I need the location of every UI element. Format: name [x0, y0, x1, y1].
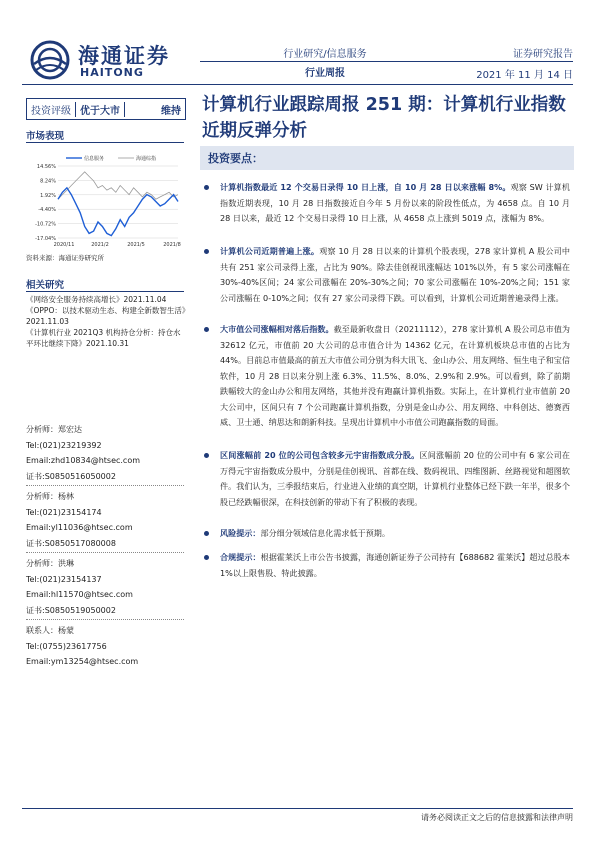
analyst-divider	[26, 485, 184, 486]
analyst-block	[26, 422, 186, 670]
contact-tel: Tel:(0755)23617756	[26, 641, 107, 651]
bullet-icon	[204, 555, 209, 560]
key-point	[204, 180, 570, 227]
market-divider	[26, 142, 184, 143]
header-category	[270, 45, 380, 60]
key-point-lead: 计算机指数最近 12 个交易日录得 10 日上涨，自 10 月 28 日以来涨幅 8%。	[220, 182, 511, 192]
related-item[interactable]: 《网络安全服务持续高增长》2021.11.04	[26, 295, 167, 304]
header-divider-top	[200, 61, 573, 62]
header-subcategory-wrap	[270, 64, 380, 79]
bullet-icon	[204, 327, 209, 332]
logo-text-en: HAITONG	[80, 66, 144, 79]
analyst-email[interactable]: Email:hl11570@htsec.com	[26, 590, 133, 599]
report-type: 证券研究报告	[513, 49, 573, 60]
bullet-icon	[204, 453, 209, 458]
key-point-text: 部分细分领域信息化需求低于预期。	[260, 528, 390, 538]
key-points-header	[200, 146, 574, 170]
key-point	[204, 550, 570, 581]
x-tick-label: 2021/2	[91, 242, 109, 248]
key-point-lead: 合规提示：	[220, 552, 261, 562]
key-point-lead: 大市值公司涨幅相对落后指数。	[220, 324, 334, 334]
key-points-heading: 投资要点：	[208, 152, 263, 165]
key-point-text: 截至最新收盘日（20211112），278 家计算机 A 股公司总市值为 32612 亿元，市值前 20 大公司的总市值合计为 14362 亿元，在计算机板块总市值的占比为 44%。目前总市值最高的前五大市值公司分别为科大讯飞、金山办公、用友网络、恒生电子和宝信软件，10 月 28 日以来分别上涨 6.3%、11.5%、8.0%、2.9%和 2.9%。可以看到，除了前期跌幅较大的金山办公和用友网络，其他并没有跑赢计算机指数。实际上，在计算机行业市值前 20 大公司中，区间只有 7 个公司跑赢计算机指数，分别是金山办公、用友网络、中科创达、德赛西威、卫士通、纳思达和朗新科技。呈现出计算机中小市值公司跑赢指数的局面。	[220, 324, 570, 427]
key-point-text: 区间涨幅前 20 位的公司中有 6 家公司在万得元宇宙指数成分股中，分别是佳创视讯、首都在线、数码视讯、四维图新、丝路视觉和超图软件。我们认为，三季报结束后，行业进入业绩的真空期，计算机行业整体已经下跌一年半，很多个股已经跌幅很深，在科技创新的带动下有了积极的表现。	[220, 450, 570, 507]
footer-divider	[22, 808, 573, 809]
subcategory-label: 行业周报	[305, 68, 345, 79]
key-point	[204, 448, 570, 510]
rating-status: 维持	[161, 105, 181, 117]
bullet-icon	[204, 185, 209, 190]
key-point-text: 观察 SW 计算机指数近期表现，10 月 28 日指数接近自今年 5 月份以来的阶段性低点，为 4658 点。自 10 月 28 日以来，最近 12 个交易日录得 10 日上涨，从 4658 点上涨到 5019 点，涨幅为 8%。	[220, 182, 570, 223]
analyst-cert: 证书:S0850519050002	[26, 605, 116, 615]
analyst-email[interactable]: Email:yl11036@htsec.com	[26, 523, 133, 532]
rating-box	[26, 98, 186, 120]
analyst-tel: Tel:(021)23154137	[26, 574, 102, 584]
key-point-text: 观察 10 月 28 日以来的计算机个股表现，278 家计算机 A 股公司中共有 251 家公司录得上涨，占比为 90%。除去佳创视讯涨幅达 101%以外，有 5 家公司涨幅在 30%-40%区间；24 家公司涨幅在 20%-30%之间；70 家公司涨幅在 10%-20%之间；151 家公司涨幅在 0-10%之间；仅有 27 家公司录得下跌。可以看到，计算机公司近期普遍录得上涨。	[220, 246, 570, 303]
analyst-tel: Tel:(021)23219392	[26, 440, 102, 450]
bullet-icon	[204, 249, 209, 254]
legend-label: 海通综指	[136, 156, 157, 162]
y-tick-label: 8.24%	[40, 178, 56, 185]
key-point-lead: 区间涨幅前 20 位的公司包含较多元宇宙指数成分股。	[220, 450, 420, 460]
key-point	[204, 322, 570, 431]
y-tick-label: -4.40%	[38, 207, 56, 214]
chart-source: 资料来源：海通证券研究所	[26, 254, 104, 262]
key-point-lead: 计算机公司近期普遍上涨。	[220, 246, 320, 256]
analyst-name: 分析师：杨林	[26, 492, 74, 501]
analyst-cert: 证书:S0850517080008	[26, 538, 116, 548]
analyst-tel: Tel:(021)23154174	[26, 507, 102, 517]
bullet-icon	[204, 531, 209, 536]
category-label: 行业研究/信息服务	[283, 49, 367, 60]
related-heading: 相关研究	[26, 280, 65, 291]
analyst-name: 分析师：郑宏达	[26, 425, 82, 434]
x-tick-label: 2021/5	[127, 242, 145, 248]
analyst-divider	[26, 619, 184, 620]
rating-value: 优于大市	[75, 102, 125, 117]
contact-name: 联系人：杨蒙	[26, 626, 74, 635]
analyst-cert: 证书:S0850516050002	[26, 471, 116, 481]
related-item[interactable]: 《计算机行业 2021Q3 机构持仓分析：持仓水平环比继续下降》2021.10.31	[26, 328, 181, 348]
header-divider	[22, 84, 573, 85]
related-item[interactable]: 《OPPO：以技术驱动生态、构建全新数智生活》2021.11.03	[26, 306, 186, 326]
haitong-logo-icon	[30, 40, 70, 80]
y-tick-label: -10.72%	[35, 221, 56, 228]
analyst-name: 分析师：洪琳	[26, 559, 74, 568]
y-tick-label: 14.56%	[36, 164, 56, 170]
logo-text-cn: 海通证券	[78, 44, 170, 68]
key-point	[204, 244, 570, 306]
report-date: 2021 年 11 月 14 日	[476, 70, 573, 81]
analyst-email[interactable]: Email:zhd10834@htsec.com	[26, 456, 141, 465]
x-tick-label: 2021/8	[163, 242, 181, 248]
y-tick-label: 1.92%	[40, 192, 56, 199]
key-points-section	[200, 146, 574, 826]
key-point-lead: 风险提示：	[220, 528, 261, 538]
contact-email[interactable]: Email:ym13254@htsec.com	[26, 657, 139, 666]
market-chart	[26, 152, 186, 252]
analyst-divider	[26, 552, 184, 553]
footer-disclaimer: 请务必阅读正文之后的信息披露和法律声明	[421, 813, 573, 822]
related-divider	[26, 291, 184, 292]
legend-label: 信息服务	[84, 156, 105, 162]
y-tick-label: -17.04%	[35, 236, 56, 242]
rating-label: 投资评级	[31, 105, 71, 117]
x-tick-label: 2020/11	[53, 242, 75, 248]
market-heading: 市场表现	[26, 131, 65, 142]
key-point	[204, 526, 570, 542]
key-point-text: 根据霍莱沃上市公告书披露，海通创新证券子公司持有【688682 霍莱沃】超过总股本 1%以上限售股、特此披露。	[220, 552, 570, 578]
report-title: 计算机行业跟踪周报 251 期：计算机行业指数近期反弹分析	[202, 95, 566, 141]
series-line-haitong-index	[58, 172, 178, 199]
